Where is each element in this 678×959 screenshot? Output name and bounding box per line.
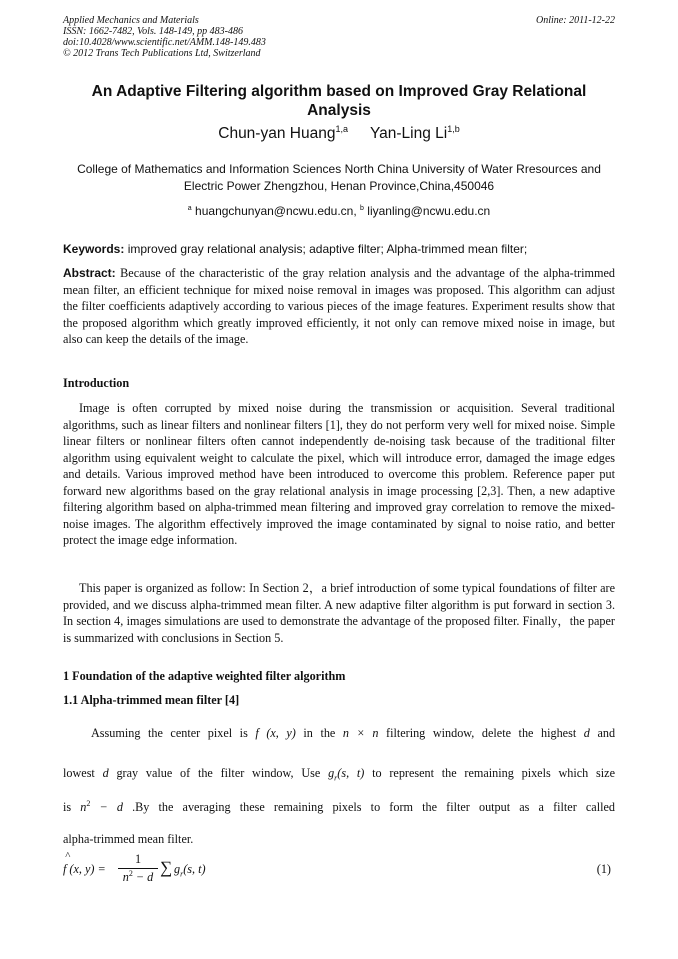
- keywords-text: improved gray relational analysis; adaptive filter; Alpha-trimmed mean filter;: [127, 242, 528, 256]
- online-date: Online: 2011-12-22: [536, 15, 615, 26]
- doi-line: doi:10.4028/www.scientific.net/AMM.148-149.483: [63, 37, 266, 48]
- equation-1: ^ f (x, y) = 1 $n^2 - d$ ∑ $g_r(s$, t) (1): [63, 850, 611, 885]
- keywords-label: Keywords:: [63, 242, 125, 256]
- author-list: [63, 124, 615, 143]
- journal-header: [63, 15, 266, 59]
- text-line: lowest d gray value of the filter window, Use $g_r(s$, t) to represent the remaining pixels which size: [63, 766, 615, 783]
- email-label: a: [187, 205, 192, 212]
- issn-line: ISSN: 1662-7482, Vols. 148-149, pp 483-486: [63, 26, 243, 37]
- affiliation: College of Mathematics and Information Sciences North China University of Water Rresources and Electric Power Zhengzhou, Henan Province,China,450046: [77, 162, 601, 193]
- math-nxn: n × n: [342, 726, 379, 740]
- section-heading: Introduction: [63, 376, 130, 390]
- intro-paragraph-2: This paper is organized as follow: In Section 2，a brief introduction of some typical foundations of filter are provided, and we discuss alpha-trimmed mean filter. A new adaptive filter algorithm is put forward in section 3. In section 4, images simulations are used to demonstrate the advantage of the proposed filter. Finally，the paper is summarized with conclusions in Section 5.: [63, 581, 615, 645]
- author-affil-sup: 1,a: [335, 124, 348, 134]
- email-b[interactable]: liyanling@ncwu.edu.cn: [367, 204, 491, 218]
- subsection-heading: 1.1 Alpha-trimmed mean filter [4]: [63, 693, 240, 707]
- abstract-text: Because of the characteristic of the gray relation analysis and the advantage of the alpha-trimmed mean filter, an efficient technique for mixed noise removal in images was proposed. This algorithm can adjust the filter coefficients adaptively according to various pieces of the image features. Experiment results show that the proposed algorithm which greatly improved efficiently, it not only can remove mixed noise in image, but also can keep the details of the image.: [63, 266, 615, 346]
- copyright-line: © 2012 Trans Tech Publications Ltd, Switzerland: [63, 48, 261, 59]
- email-a[interactable]: huangchunyan@ncwu.edu.cn,: [195, 204, 357, 218]
- math-d: d: [583, 726, 590, 740]
- intro-paragraph-1: Image is often corrupted by mixed noise during the transmission or acquisition. Several traditional algorithms, such as linear filters and nonlinear filters [1], they do not perform very well for mixed noise. Simple linear filters or nonlinear filters often cannot independently de-noising task because of the traditional filter algorithm using equivalent weight to calculate the pixel, which will introduce error, damaged the image edges and details. Various improved method have been introduced to overcome this problem. Reference paper put forward new algorithms based on the gray relational analysis in image processing [2,3]. Then, a new adaptive filtering algorithm based on alpha-trimmed mean filtering and improved gray correlation to remove the mixed-noise images. The algorithm effectively improved the image contaminated by signal to noise ratio, and better protect the image edge information.: [63, 401, 615, 547]
- text-line: Assuming the center pixel is f (x, y) in the n × n filtering window, delete the highest d and: [91, 726, 616, 740]
- author-emails: [63, 204, 615, 218]
- text-line: is $n^2 - d$ .By the averaging these remaining pixels to form the filter output as a filter called: [63, 799, 615, 815]
- math-n2d: $n^2 - d$: [80, 799, 123, 815]
- author-affil-sup: 1,b: [447, 124, 460, 134]
- equation-number: (1): [596, 862, 611, 876]
- abstract-label: Abstract:: [63, 266, 116, 280]
- math-fxy: f (x, y): [255, 726, 296, 740]
- abstract: [63, 265, 615, 348]
- equation-lhs: f (x, y) =: [63, 862, 106, 876]
- email-label: b: [360, 205, 364, 212]
- math-grst: $g_r(s$, t): [328, 766, 365, 783]
- sum-symbol: ∑: [160, 858, 173, 877]
- equation-rhs: $g_r(s$, t): [174, 862, 206, 879]
- section-heading: 1 Foundation of the adaptive weighted filter algorithm: [63, 669, 346, 683]
- equation-fraction: 1 $n^2 - d$: [118, 852, 158, 885]
- math-d: d: [102, 766, 109, 780]
- author-name: Yan-Ling Li: [369, 125, 448, 142]
- fraction-numerator: 1: [134, 852, 142, 866]
- keywords: [63, 242, 615, 256]
- author-name: Chun-yan Huang: [218, 125, 336, 142]
- paper-title: An Adaptive Filtering algorithm based on Improved Gray Relational Analysis: [91, 83, 587, 119]
- journal-name: Applied Mechanics and Materials: [63, 15, 199, 26]
- text-line: alpha-trimmed mean filter.: [63, 832, 194, 846]
